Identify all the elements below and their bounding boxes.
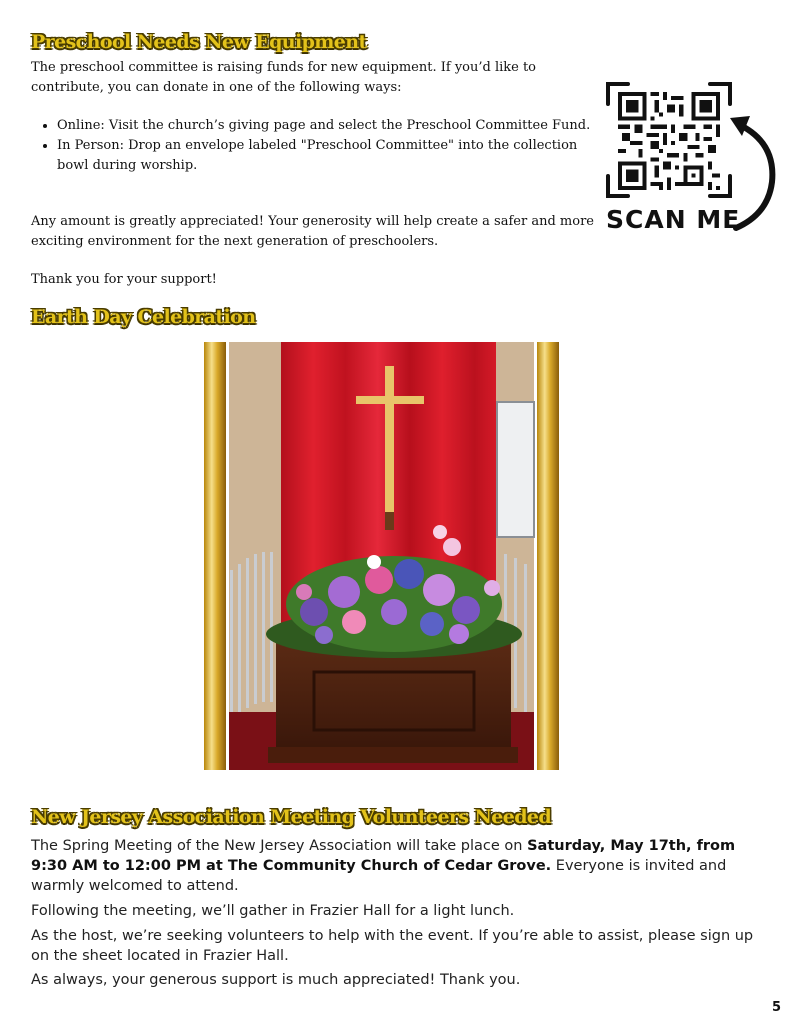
meeting-details-end: Everyone is invited and warmly welcomed to attend. (31, 858, 727, 894)
lunch-paragraph: Following the meeting, we’ll gather in Frazier Hall for a light lunch. (31, 903, 515, 919)
preschool-heading: Preschool Needs New Equipment (31, 31, 367, 53)
preschool-intro: The preschool committee is raising funds for new equipment. If you’d like to contribute, you can donate in one of the following ways: (31, 60, 537, 95)
altar-flowers-photo (204, 342, 559, 770)
donation-option-online: • Online: Visit the church’s giving page and select the Preschool Committee Fund. (57, 116, 602, 136)
volunteers-paragraph: As the host, we’re seeking volunteers to help with the event. If you’re able to assist, please sign up on the sheet located in Frazier Hall. (31, 928, 754, 964)
meeting-details-paragraph (31, 836, 761, 896)
donation-option-in-person: • In Person: Drop an envelope labeled "Preschool Committee" into the collection bowl during worship. (57, 136, 602, 176)
qr-code-block[interactable] (600, 78, 780, 243)
qr-code-icon[interactable] (618, 92, 720, 190)
preschool-thanks: Thank you for your support! (31, 272, 217, 287)
donation-options-list (31, 116, 602, 176)
nj-association-heading: New Jersey Association Meeting Volunteers Needed (31, 806, 552, 828)
earth-day-heading: Earth Day Celebration (31, 306, 256, 328)
scan-me-label: SCAN ME (606, 205, 741, 234)
meeting-date-location: Saturday, May 17th, from 9:30 AM to 12:00 PM at The Community Church of Cedar Grove. (31, 838, 736, 874)
preschool-closing: Any amount is greatly appreciated! Your generosity will help create a safer and more exciting environment for the next generation of preschoolers. (31, 214, 594, 249)
meeting-details-start: The Spring Meeting of the New Jersey Association will take place on (31, 838, 528, 854)
thank-you-paragraph: As always, your generous support is much appreciated! Thank you. (31, 972, 521, 988)
page-number: 5 (771, 1000, 781, 1015)
